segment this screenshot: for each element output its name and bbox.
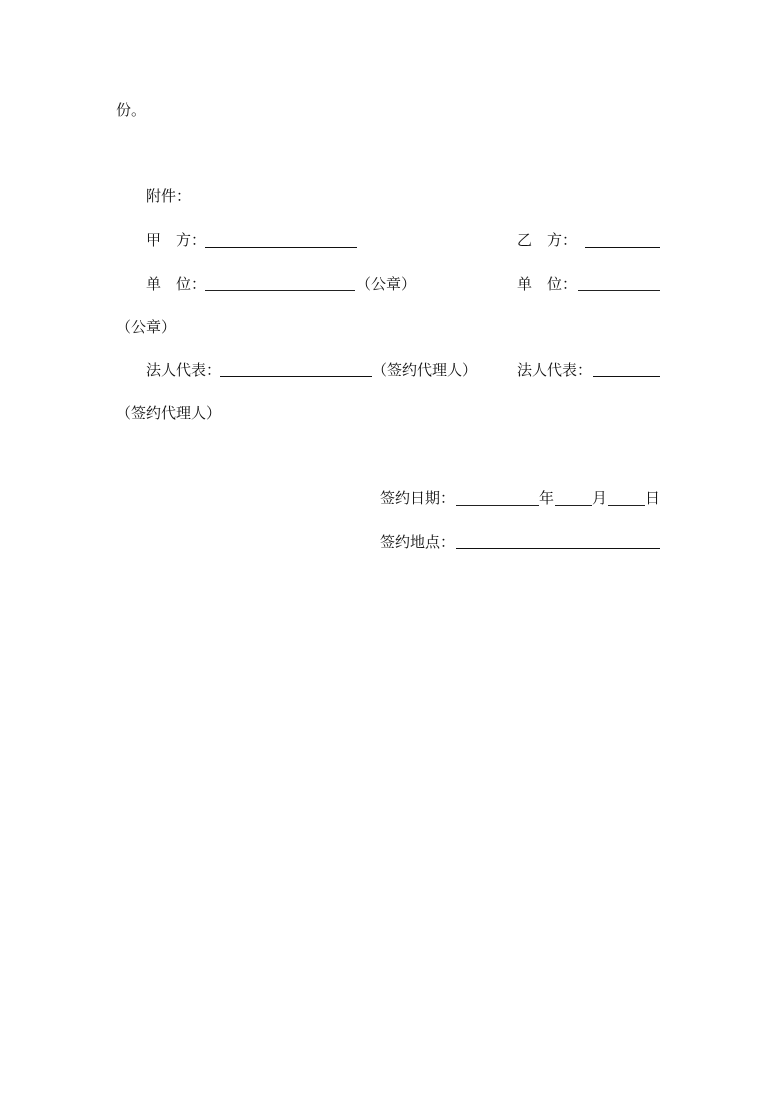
party-b-name-field[interactable]: [585, 247, 660, 248]
attachment-label: 附件：: [146, 187, 192, 205]
signing-place-label: 签约地点：: [380, 533, 456, 551]
signing-day-field[interactable]: [608, 505, 645, 506]
party-b-seal-note: （公章）: [116, 318, 177, 336]
signing-date-label: 签约日期：: [380, 489, 456, 507]
party-b-unit-field[interactable]: [578, 290, 660, 291]
party-a-seal-note: （公章）: [356, 275, 417, 293]
party-b-label: 乙 方：: [517, 231, 578, 249]
party-a-legal-rep-label: 法人代表：: [146, 361, 222, 379]
party-a-unit-field[interactable]: [205, 290, 355, 291]
signing-year-field[interactable]: [456, 505, 539, 506]
party-b-agent-note: （签约代理人）: [116, 404, 222, 422]
signing-place-field[interactable]: [456, 548, 660, 549]
party-b-legal-rep-label: 法人代表：: [517, 361, 593, 379]
day-label: 日: [645, 489, 661, 507]
party-b-legal-rep-field[interactable]: [593, 376, 660, 377]
year-label: 年: [539, 489, 555, 507]
party-a-legal-rep-field[interactable]: [220, 376, 372, 377]
party-a-label: 甲 方：: [146, 231, 207, 249]
continuation-text: 份。: [116, 101, 147, 119]
party-a-name-field[interactable]: [205, 247, 357, 248]
signing-month-field[interactable]: [555, 505, 592, 506]
party-a-agent-note: （签约代理人）: [372, 361, 478, 379]
party-b-unit-label: 单 位：: [517, 275, 578, 293]
month-label: 月: [592, 489, 608, 507]
party-a-unit-label: 单 位：: [146, 275, 207, 293]
